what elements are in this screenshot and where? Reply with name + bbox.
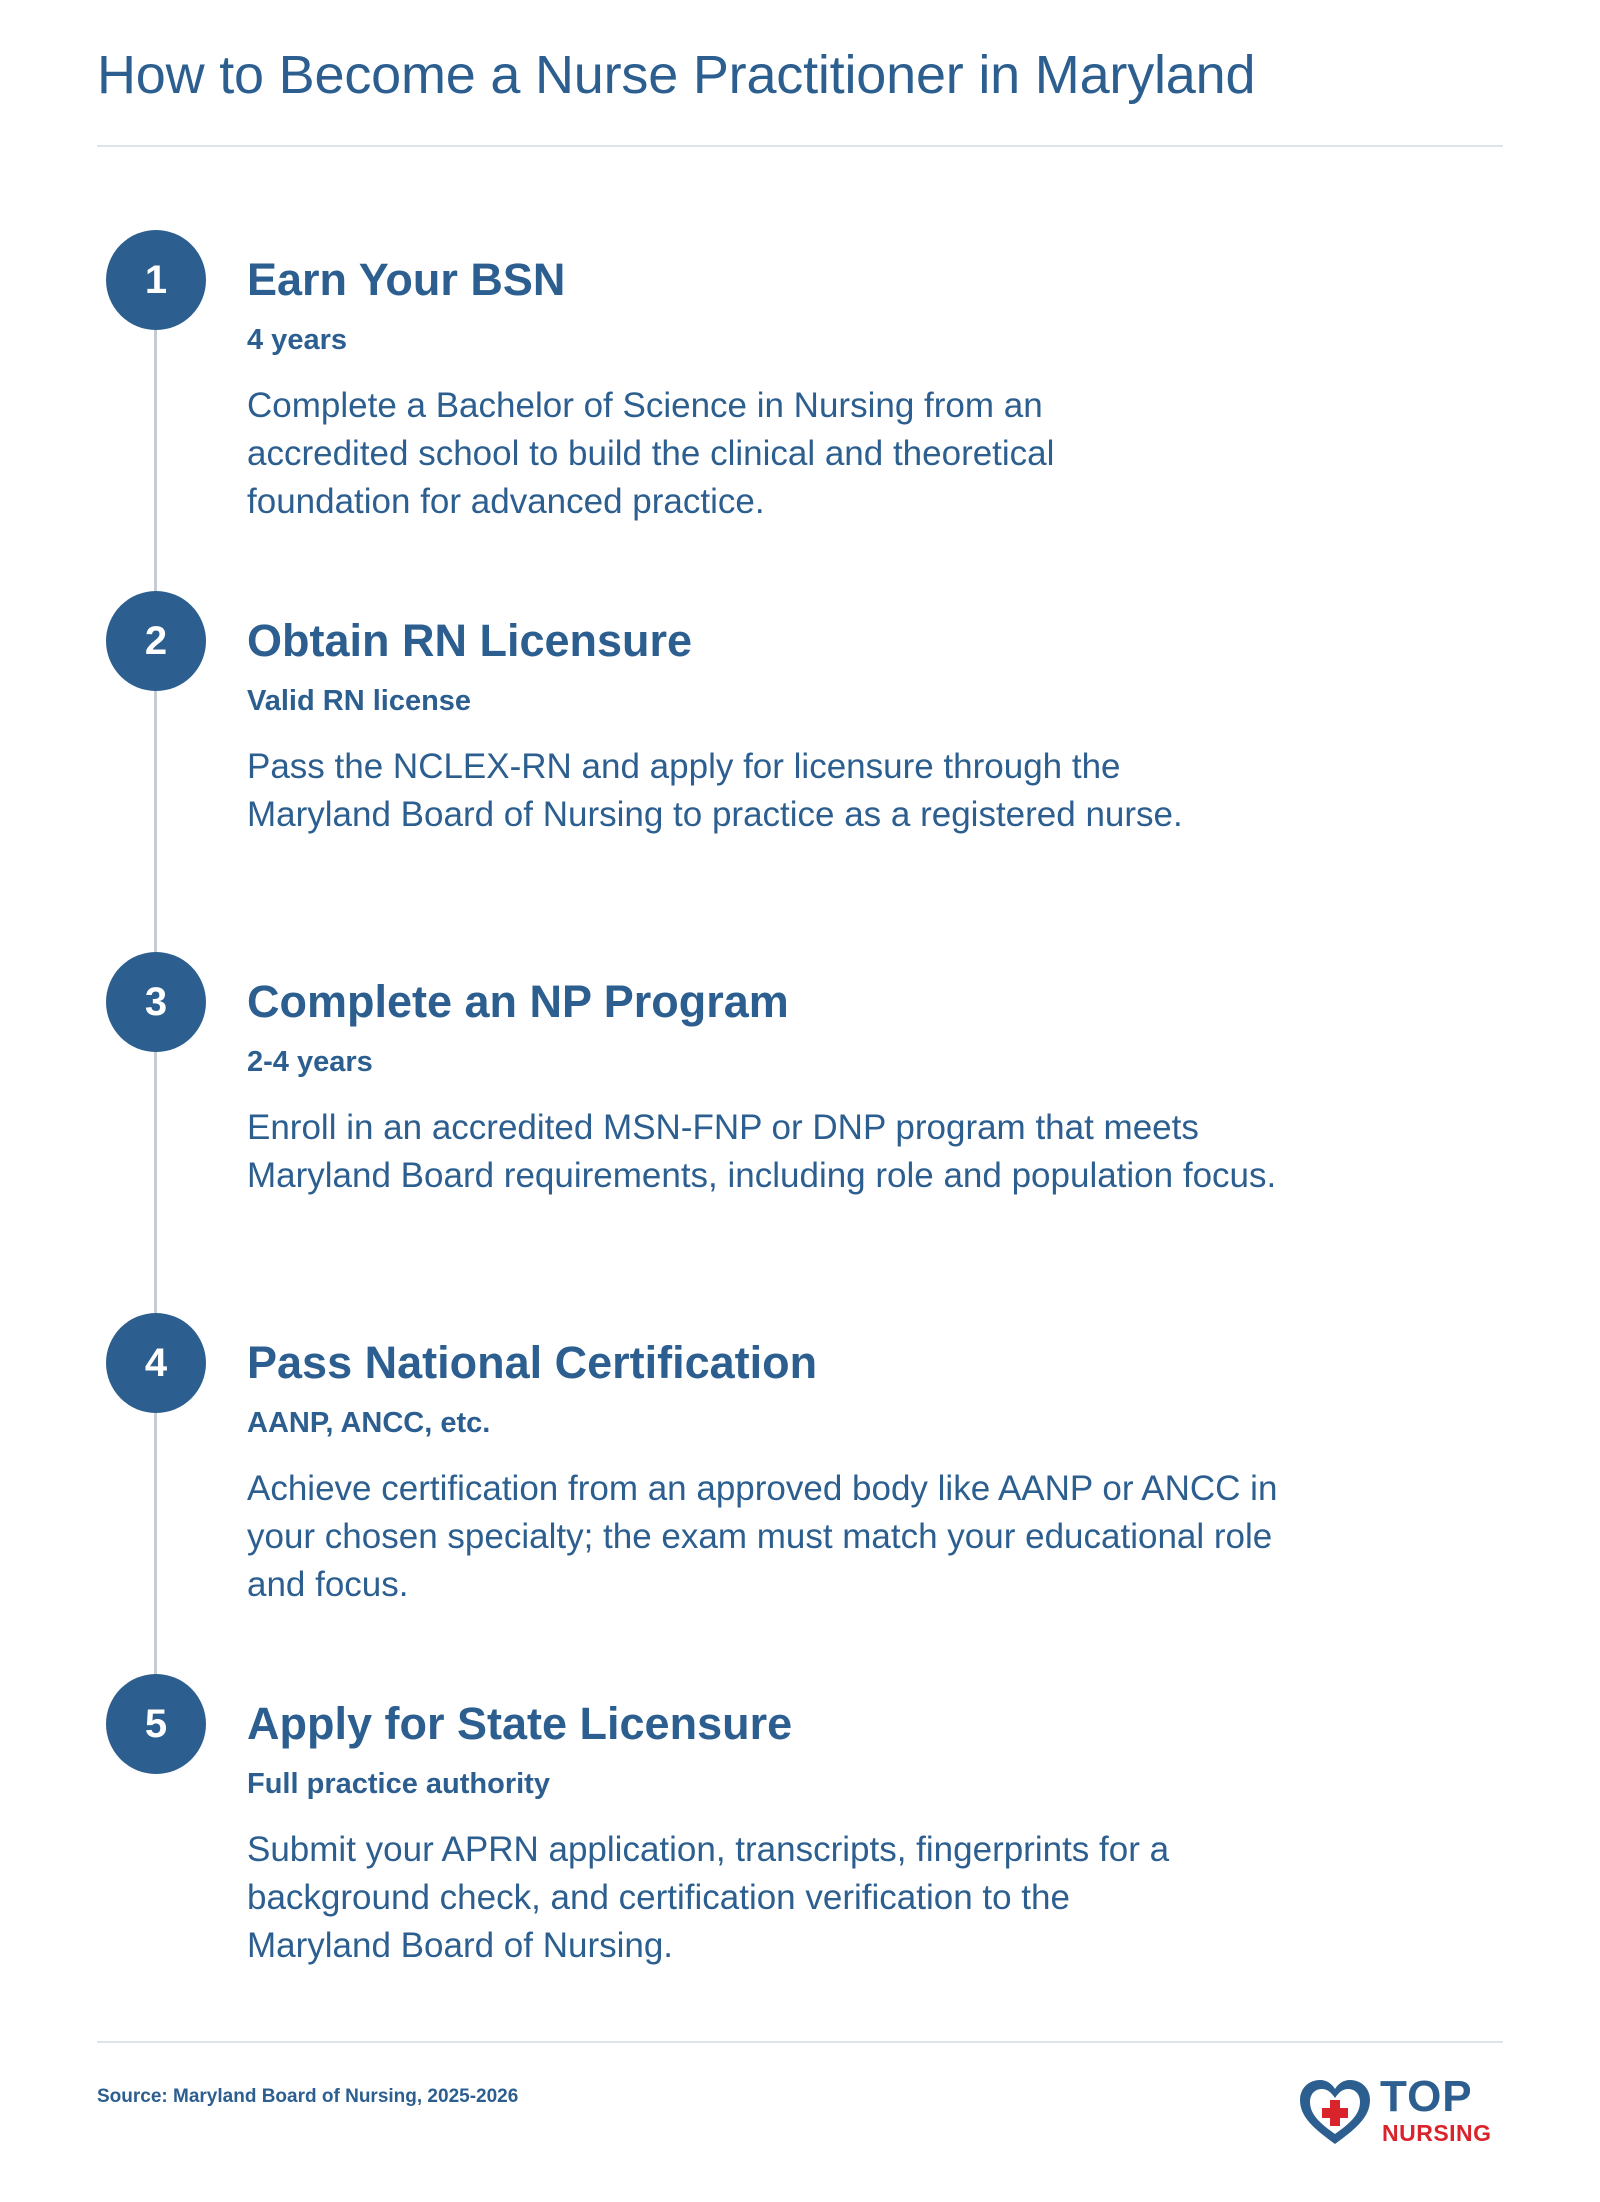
step-item <box>0 591 1600 891</box>
logo-text-nursing: NURSING <box>1382 2120 1492 2146</box>
step-item <box>0 230 1600 530</box>
top-nursing-logo <box>1296 2074 1506 2150</box>
step-description: Enroll in an accredited MSN-FNP or DNP program that meets Maryland Board requirements, including role and population focus. <box>247 1108 1277 1195</box>
step-number-badge: 2 <box>106 591 206 691</box>
step-item <box>0 952 1600 1252</box>
step-title: Obtain RN Licensure <box>247 615 693 666</box>
heart-cross-icon <box>1296 2076 1374 2148</box>
step-number-badge: 4 <box>106 1313 206 1413</box>
footer-divider <box>97 2041 1503 2043</box>
step-duration: 2-4 years <box>247 1046 373 1078</box>
step-duration: 4 years <box>247 324 347 356</box>
logo-text-top: TOP <box>1380 2072 1473 2121</box>
step-duration: Full practice authority <box>247 1768 550 1800</box>
step-description: Complete a Bachelor of Science in Nursing from an accredited school to build the clinical and theoretical foundation for advanced practice. <box>247 386 1055 521</box>
step-description: Pass the NCLEX-RN and apply for licensure through the Maryland Board of Nursing to practice as a registered nurse. <box>247 747 1183 834</box>
step-title: Complete an NP Program <box>247 976 789 1027</box>
step-item <box>0 1313 1600 1613</box>
source-note: Source: Maryland Board of Nursing, 2025-2026 <box>97 2086 519 2107</box>
step-duration: AANP, ANCC, etc. <box>247 1407 491 1439</box>
step-description: Submit your APRN application, transcripts, fingerprints for a background check, and certification verification to the Maryland Board of Nursing. <box>247 1830 1170 1965</box>
step-title: Apply for State Licensure <box>247 1698 793 1749</box>
step-title: Earn Your BSN <box>247 254 566 305</box>
header-divider <box>97 145 1503 147</box>
step-title: Pass National Certification <box>247 1337 818 1388</box>
step-number-badge: 5 <box>106 1674 206 1774</box>
page-title: How to Become a Nurse Practitioner in Maryland <box>97 45 1256 105</box>
step-number-badge: 3 <box>106 952 206 1052</box>
step-duration: Valid RN license <box>247 685 472 717</box>
step-number-badge: 1 <box>106 230 206 330</box>
step-description: Achieve certification from an approved body like AANP or ANCC in your chosen specialty; the exam must match your educational role and focus. <box>247 1469 1278 1604</box>
step-item <box>0 1674 1600 1974</box>
